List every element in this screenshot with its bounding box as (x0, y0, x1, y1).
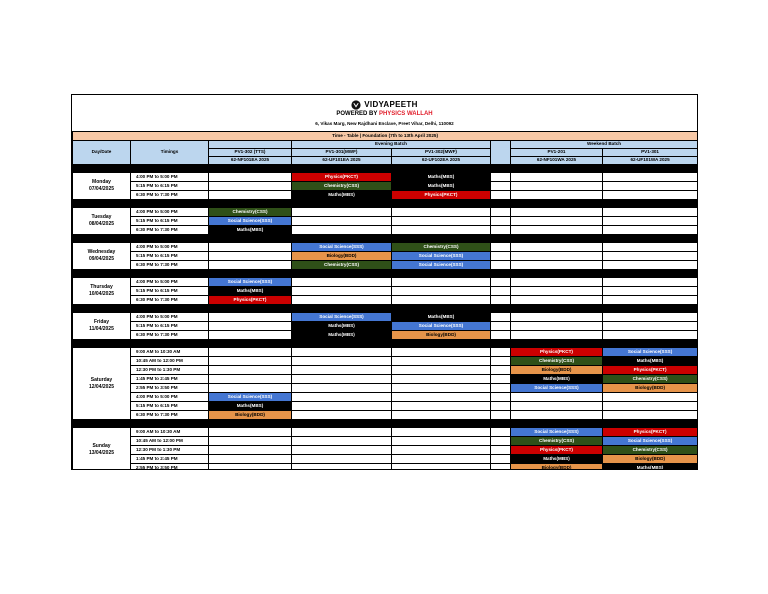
batch-gap-cell (491, 455, 511, 464)
empty-cell (603, 226, 698, 235)
empty-cell (209, 455, 292, 464)
evening-batch-header: Evening Batch (292, 141, 491, 149)
empty-cell (392, 357, 491, 366)
batch-code: 62-UF101WA 2025 (603, 157, 698, 165)
empty-cell (392, 402, 491, 411)
day-cell (73, 243, 131, 270)
batch-gap-cell (491, 375, 511, 384)
day-name: Wednesday (87, 249, 116, 255)
subject-cell: Biology(BDD) (511, 366, 603, 375)
subject-cell: Social Science(SSS) (603, 348, 698, 357)
empty-cell (209, 446, 292, 455)
table-row (73, 357, 698, 366)
empty-cell (511, 296, 603, 305)
subject-cell: Chemistry(CSS) (292, 261, 392, 270)
empty-cell (209, 366, 292, 375)
day-date: 09/04/2025 (88, 256, 115, 262)
subject-cell: Maths(MBS) (292, 331, 392, 340)
time-slot: 4:00 PM to 5:00 PM (131, 208, 209, 217)
time-slot: 5:15 PM to 6:15 PM (131, 322, 209, 331)
time-slot: 5:15 PM to 6:15 PM (131, 217, 209, 226)
empty-cell (392, 437, 491, 446)
empty-cell (603, 278, 698, 287)
table-row (73, 393, 698, 402)
table-row (73, 278, 698, 287)
day-separator (73, 165, 698, 173)
table-row (73, 226, 698, 235)
subject-cell: Chemistry(CSS) (603, 446, 698, 455)
subject-cell: Biology(BDD) (392, 331, 491, 340)
batch-gap-cell (491, 252, 511, 261)
time-slot: 2:55 PM to 3:50 PM (131, 464, 209, 471)
empty-cell (209, 331, 292, 340)
subject-cell: Chemistry(CSS) (292, 182, 392, 191)
empty-cell (209, 313, 292, 322)
batch-gap-cell (491, 226, 511, 235)
batch-gap-cell (491, 322, 511, 331)
subject-cell: Maths(MBS) (209, 287, 292, 296)
time-slot: 6:30 PM to 7:30 PM (131, 226, 209, 235)
table-row (73, 252, 698, 261)
empty-cell (209, 261, 292, 270)
day-date: 10/04/2025 (88, 291, 115, 297)
subject-cell: Physics(PKCT) (511, 446, 603, 455)
day-cell (73, 313, 131, 340)
table-row (73, 428, 698, 437)
subject-cell: Maths(MBS) (292, 322, 392, 331)
empty-cell (392, 455, 491, 464)
empty-cell (603, 182, 698, 191)
empty-cell (603, 252, 698, 261)
subject-cell: Social Science(SSS) (209, 278, 292, 287)
time-slot: 5:15 PM to 6:15 PM (131, 252, 209, 261)
day-cell (73, 173, 131, 200)
table-row (73, 366, 698, 375)
day-name: Tuesday (91, 214, 112, 220)
batch-gap-cell (491, 331, 511, 340)
subject-cell: Chemistry(CSS) (603, 375, 698, 384)
subject-cell: Physics(PKCT) (603, 366, 698, 375)
empty-cell (209, 182, 292, 191)
empty-cell (292, 366, 392, 375)
day-separator (73, 270, 698, 278)
subject-cell: Physics(PKCT) (603, 428, 698, 437)
empty-cell (209, 243, 292, 252)
subject-cell: Social Science(SSS) (209, 217, 292, 226)
empty-cell (511, 393, 603, 402)
time-slot: 10:45 AM to 12:00 PM (131, 437, 209, 446)
empty-cell (511, 191, 603, 200)
table-row (73, 182, 698, 191)
empty-cell (392, 464, 491, 471)
empty-cell (603, 217, 698, 226)
table-row (73, 455, 698, 464)
subject-cell: Social Science(SSS) (392, 252, 491, 261)
empty-cell (292, 393, 392, 402)
empty-cell (292, 455, 392, 464)
empty-cell (292, 375, 392, 384)
table-row (73, 411, 698, 420)
subject-cell: Maths(MBS) (292, 191, 392, 200)
subject-cell: Physics(PKCT) (392, 191, 491, 200)
batch-gap-cell (491, 437, 511, 446)
empty-cell (392, 226, 491, 235)
empty-cell (603, 331, 698, 340)
table-row (73, 322, 698, 331)
empty-cell (511, 217, 603, 226)
time-slot: 2:55 PM to 3:50 PM (131, 384, 209, 393)
empty-cell (392, 208, 491, 217)
batch-gap-cell (491, 357, 511, 366)
time-slot: 5:15 PM to 6:15 PM (131, 402, 209, 411)
day-separator (73, 200, 698, 208)
empty-cell (209, 252, 292, 261)
empty-cell (392, 348, 491, 357)
empty-cell (209, 191, 292, 200)
empty-cell (209, 357, 292, 366)
subject-cell: Chemistry(CSS) (511, 357, 603, 366)
subject-cell: Maths(MBS) (209, 226, 292, 235)
empty-cell (603, 261, 698, 270)
time-slot: 6:30 PM to 7:30 PM (131, 331, 209, 340)
day-date: 08/04/2025 (88, 221, 115, 227)
day-name: Friday (93, 319, 109, 325)
empty-cell (603, 402, 698, 411)
time-slot: 10:45 AM to 12:00 PM (131, 357, 209, 366)
empty-cell (209, 464, 292, 471)
timings-header: Timings (131, 141, 209, 165)
empty-cell (603, 322, 698, 331)
subject-cell: Social Science(SSS) (392, 322, 491, 331)
table-row (73, 296, 698, 305)
day-name: Sunday (92, 443, 111, 449)
empty-cell (511, 226, 603, 235)
subject-cell: Social Science(SSS) (511, 428, 603, 437)
empty-cell (511, 243, 603, 252)
table-row (73, 313, 698, 322)
timetable-sheet (71, 94, 698, 470)
empty-cell (292, 357, 392, 366)
empty-cell (292, 226, 392, 235)
empty-cell (292, 287, 392, 296)
empty-cell (392, 393, 491, 402)
vidyapeeth-logo-icon (351, 100, 361, 110)
table-row (73, 375, 698, 384)
table-row (73, 331, 698, 340)
empty-cell (292, 428, 392, 437)
day-separator (73, 235, 698, 243)
day-name: Thursday (90, 284, 113, 290)
timetable-title: Time - Table | Foundation (7th to 13th April 2025) (73, 132, 698, 141)
time-slot: 4:00 PM to 5:00 PM (131, 278, 209, 287)
subject-cell: Maths(MBS) (392, 173, 491, 182)
subject-cell: Maths(MBS) (511, 455, 603, 464)
empty-cell (392, 217, 491, 226)
subject-cell: Chemistry(CSS) (209, 208, 292, 217)
time-slot: 5:15 PM to 6:15 PM (131, 287, 209, 296)
time-slot: 5:15 PM to 6:15 PM (131, 182, 209, 191)
time-slot: 4:00 PM to 5:00 PM (131, 173, 209, 182)
subject-cell: Social Science(SSS) (209, 393, 292, 402)
empty-cell (511, 411, 603, 420)
empty-cell (511, 208, 603, 217)
empty-cell (292, 464, 392, 471)
empty-cell (292, 278, 392, 287)
time-slot: 1:45 PM to 2:45 PM (131, 375, 209, 384)
empty-cell (603, 296, 698, 305)
empty-cell (392, 384, 491, 393)
empty-cell (511, 331, 603, 340)
empty-cell (209, 173, 292, 182)
powered-by (72, 111, 697, 117)
day-separator (73, 305, 698, 313)
batch-gap-cell (491, 464, 511, 471)
table-row (73, 243, 698, 252)
empty-cell (292, 208, 392, 217)
empty-cell (209, 437, 292, 446)
subject-cell: Social Science(SSS) (603, 437, 698, 446)
subject-cell: Maths(MBS) (392, 313, 491, 322)
empty-cell (292, 411, 392, 420)
powered-brand: PHYSICS WALLAH (378, 111, 433, 117)
subject-cell: Chemistry(CSS) (511, 437, 603, 446)
batch-gap-cell (491, 393, 511, 402)
batch-code: 62-NF101WA 2025 (511, 157, 603, 165)
empty-cell (392, 446, 491, 455)
empty-cell (292, 437, 392, 446)
weekend-batch-header: Weekend Batch (511, 141, 698, 149)
subject-cell: Social Science(SSS) (292, 313, 392, 322)
subject-cell: Maths(MBS) (603, 464, 698, 471)
empty-cell (209, 322, 292, 331)
batch-gap-cell (491, 411, 511, 420)
batch-name: PV1-302(MWF) (392, 149, 491, 157)
time-slot: 12:30 PM to 1:30 PM (131, 446, 209, 455)
table-row (73, 217, 698, 226)
empty-cell (209, 428, 292, 437)
empty-cell (603, 287, 698, 296)
empty-cell (511, 313, 603, 322)
day-date: 11/04/2025 (89, 326, 114, 332)
time-slot: 12:30 PM to 1:30 PM (131, 366, 209, 375)
subject-cell: Maths(MBS) (603, 357, 698, 366)
time-slot: 1:45 PM to 2:45 PM (131, 455, 209, 464)
subject-cell: Physics(PKCT) (511, 348, 603, 357)
empty-cell (511, 261, 603, 270)
empty-cell (292, 217, 392, 226)
batch-gap-cell (491, 278, 511, 287)
day-date: 13/04/2025 (88, 450, 115, 456)
timetable (72, 131, 698, 470)
time-slot: 6:30 PM to 7:30 PM (131, 261, 209, 270)
empty-cell (292, 446, 392, 455)
empty-cell (511, 322, 603, 331)
empty-cell (392, 375, 491, 384)
empty-cell (603, 191, 698, 200)
subject-cell: Social Science(SSS) (292, 243, 392, 252)
subject-cell: Maths(MBS) (392, 182, 491, 191)
batch-code: 62-UF102EA 2025 (392, 157, 491, 165)
table-row (73, 446, 698, 455)
empty-cell (603, 313, 698, 322)
empty-cell (392, 366, 491, 375)
day-name: Monday (92, 179, 111, 185)
empty-cell (292, 296, 392, 305)
day-separator (73, 420, 698, 428)
time-slot: 4:00 PM to 5:00 PM (131, 313, 209, 322)
table-row (73, 384, 698, 393)
powered-prefix: POWERED BY (336, 111, 379, 117)
day-date: 12/04/2025 (88, 383, 115, 390)
batch-gap-cell (491, 313, 511, 322)
empty-cell (511, 252, 603, 261)
time-slot: 4:00 PM to 5:00 PM (131, 243, 209, 252)
brand-row (72, 99, 697, 110)
empty-cell (511, 287, 603, 296)
subject-cell: Maths(MBS) (209, 402, 292, 411)
time-slot: 6:30 PM to 7:30 PM (131, 411, 209, 420)
table-row (73, 261, 698, 270)
table-row (73, 287, 698, 296)
empty-cell (603, 393, 698, 402)
subject-cell: Biology(BDD) (292, 252, 392, 261)
empty-cell (511, 182, 603, 191)
batch-gap-cell (491, 384, 511, 393)
batch-gap-cell (491, 182, 511, 191)
time-slot: 9:00 AM to 10:30 AM (131, 348, 209, 357)
empty-cell (209, 384, 292, 393)
empty-cell (392, 411, 491, 420)
empty-cell (603, 411, 698, 420)
subject-cell: Biology(BDD) (603, 384, 698, 393)
batch-name: PV1-301(MWF) (292, 149, 392, 157)
empty-cell (392, 428, 491, 437)
batch-gap-cell (491, 173, 511, 182)
empty-cell (603, 173, 698, 182)
time-slot: 6:30 PM to 7:30 PM (131, 191, 209, 200)
batch-gap-cell (491, 191, 511, 200)
subject-cell: Maths(MBS) (511, 375, 603, 384)
day-date: 07/04/2025 (88, 186, 115, 192)
subject-cell: Biology(BDD) (209, 411, 292, 420)
empty-cell (603, 243, 698, 252)
subject-cell: Social Science(SSS) (511, 384, 603, 393)
batch-gap-cell (491, 217, 511, 226)
batch-name: PV1-302 (TTS) (209, 149, 292, 157)
subject-cell: Biology(BDD) (603, 455, 698, 464)
empty-cell (603, 208, 698, 217)
time-slot: 6:30 PM to 7:30 PM (131, 296, 209, 305)
subject-cell: Biology(BDD) (511, 464, 603, 471)
batch-gap-cell (491, 428, 511, 437)
empty-cell (511, 278, 603, 287)
day-cell (73, 278, 131, 305)
batch-gap-cell (491, 366, 511, 375)
day-cell (73, 208, 131, 235)
table-row (73, 437, 698, 446)
empty-cell (392, 287, 491, 296)
batch-name: PV1-301 (603, 149, 698, 157)
empty-cell (511, 402, 603, 411)
day-separator (73, 340, 698, 348)
brand-name: VIDYAPEETH (364, 100, 418, 109)
table-row (73, 191, 698, 200)
empty-cell (209, 348, 292, 357)
time-slot: 4:00 PM to 5:00 PM (131, 393, 209, 402)
batch-gap-cell (491, 287, 511, 296)
table-row (73, 173, 698, 182)
batch-gap-cell (491, 402, 511, 411)
empty-cell (292, 384, 392, 393)
batch-gap-cell (491, 348, 511, 357)
day-date-header: Day/Date (73, 141, 131, 165)
empty-cell (209, 375, 292, 384)
batch-gap-cell (491, 261, 511, 270)
empty-cell (392, 278, 491, 287)
empty-cell (511, 173, 603, 182)
empty-cell (392, 296, 491, 305)
subject-cell: Physics(PKCT) (292, 173, 392, 182)
batch-gap-cell (491, 296, 511, 305)
table-row (73, 348, 698, 357)
empty-cell (292, 348, 392, 357)
batch-gap-cell (491, 446, 511, 455)
batch-name: PV1-201 (511, 149, 603, 157)
day-cell (73, 348, 131, 420)
batch-code: 62-NF101EA 2025 (209, 157, 292, 165)
subject-cell: Social Science(SSS) (392, 261, 491, 270)
subject-cell: Chemistry(CSS) (392, 243, 491, 252)
batch-code: 62-UF101EA 2025 (292, 157, 392, 165)
table-row (73, 464, 698, 471)
subject-cell: Physics(PKCT) (209, 296, 292, 305)
time-slot: 9:00 AM to 10:30 AM (131, 428, 209, 437)
empty-cell (292, 402, 392, 411)
day-name: Saturday (90, 376, 113, 383)
address: 6, Vikas Marg, New Rajdhani Enclave, Preet Vihar, Delhi, 110092 (315, 121, 454, 126)
table-row (73, 208, 698, 217)
batch-gap-cell (491, 243, 511, 252)
table-row (73, 402, 698, 411)
day-cell (73, 428, 131, 471)
batch-gap-cell (491, 208, 511, 217)
